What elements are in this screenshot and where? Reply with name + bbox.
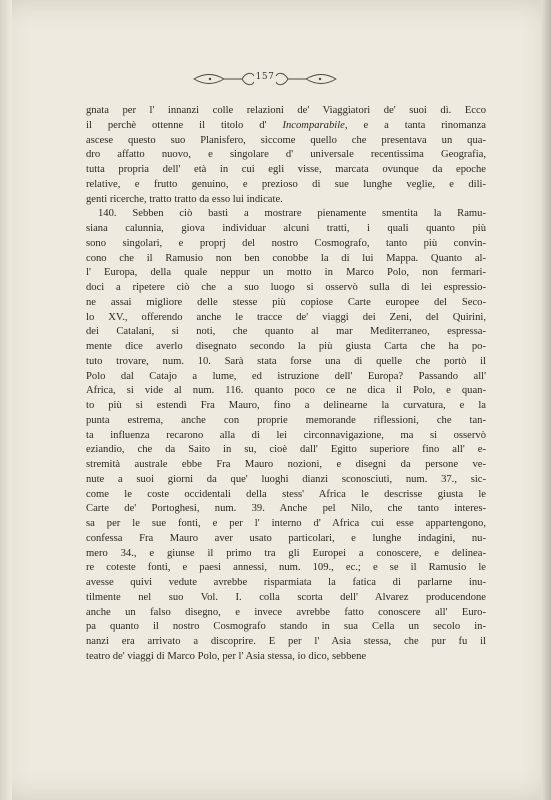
page-edge-shadow	[541, 0, 551, 800]
text-line: teatro de' viaggi di Marco Polo, per l' Asia stessa, io dico, sebbene	[86, 650, 367, 662]
text-line: ne assai migliore delle stesse più copiose Carte europee del Seco-	[86, 296, 486, 308]
text-line: l' Europa, della quale neppur un motto in Marco Polo, non fermari-	[86, 267, 486, 279]
text-line: nute a suoi giorni da que' luoghi dianzi sconosciuti, num. 37., sic-	[86, 473, 486, 485]
text-line: confessa Fra Mauro aver usato particolari, e lunghe indagini, nu-	[86, 532, 486, 544]
text-line: tutta propria dell' età in cui egli visse, marcata ovunque da epoche	[86, 164, 486, 175]
text-line: Polo dal Catajo a lume, ed istruzione dell' Europa? Passando all'	[86, 370, 486, 382]
text-line: anche un falso disegno, e invece avrebbe fatto conoscere all' Euro-	[86, 606, 486, 618]
text-line: re coteste fonti, e paesi annessi, num. 109., ec.; e se il Ramusio le	[86, 562, 486, 574]
text-line: il perchè ottenne il titolo d' Incomparabile, e a tanta rinomanza	[86, 119, 486, 131]
text-line: cono che il Ramusio non ben conobbe la di lui Mappa. Quanto al-	[86, 252, 486, 264]
text-line: tuto trovare, num. 10. Sarà stata forse una di quelle che portò il	[86, 355, 486, 367]
text-line: mero 34., e giunse il primo tra gli Europei a conoscere, e delinea-	[86, 547, 486, 559]
text-line: nanzi era arrivato a discoprire. E per l' Asia stessa, che pur fu il	[86, 636, 486, 647]
text-line: come le coste occidentali della stess' Africa le descrisse giusta le	[86, 488, 486, 500]
text-line: avesse quivi vedute avrebbe risparmiata la fatica di parlarne inu-	[86, 577, 486, 588]
text-line: tilmente nel suo Vol. I. colla scorta dell' Alvarez producendone	[86, 591, 486, 603]
text-line: relative, e frutto genuino, e prezioso di sue lunghe veglie, e dili-	[86, 178, 486, 190]
text-line: Carte de' Portoghesi, num. 39. Anche pel Nilo, che tanto interes-	[86, 503, 486, 515]
text-line: doci a ripetere ciò che a suo luogo si osservò sulla di lei espressio-	[86, 282, 486, 293]
text-line: mente dice averlo disegnato secondo la più giusta Carta che ha po-	[86, 341, 486, 352]
text-line: pa quanto il nostro Cosmografo stando in sua Cella un secolo in-	[86, 621, 486, 633]
text-line: punta estrema, anche con proprie memorande riflessioni, che tan-	[86, 414, 486, 426]
text-line: Africa, si vide al num. 116. quanto poco ce ne dica il Polo, e quan-	[86, 385, 486, 397]
text-line: dei Catalani, si noti, che quanto al mar Mediterraneo, espressa-	[86, 326, 486, 338]
italic-text: Incomparabile	[282, 119, 345, 131]
text-line: lo XV., offerendo anche le tracce de' viaggi dei Zeni, del Quirini,	[86, 311, 486, 323]
text-line: siana calunnia, giova individuar alcuni tratti, i quali quanto più	[86, 223, 486, 234]
page-binding-shadow	[0, 0, 12, 800]
text-line: stremità australe ebbe Fra Mauro nozioni, e disegni da persone ve-	[86, 459, 486, 470]
text-line: to più si estendì Fra Mauro, fino a delinearne la curvatura, e la	[86, 400, 486, 411]
text-line: genti ricerche, tratto tratto da esso lui indicate.	[86, 193, 283, 205]
text-line: gnata per l' innanzi colle relazioni de' Viaggiatori de' suoi dì. Ecco	[86, 105, 486, 116]
text-line: 140. Sebben ciò basti a mostrare pienamente smentita la Ramu-	[98, 208, 486, 220]
text-line: ta influenza recarono alla di lei circonnavigazione, ma si osservò	[86, 429, 486, 441]
body-text	[86, 104, 486, 665]
text-line: dro affatto nuovo, e singolare d' universale recentissima Geografia,	[86, 149, 486, 161]
text-line: eziandio, che da Saito in su, cioè dall' Egitto superiore fino all' e-	[86, 444, 486, 456]
page-number: 157	[255, 72, 275, 82]
page-header-ornament	[190, 68, 340, 90]
text-line: sa per le sue fonti, e per l' interno d' Africa cui esse appartengono,	[86, 518, 486, 529]
text-line: sono singolari, e proprj del nostro Cosmografo, tanto più convin-	[86, 237, 486, 249]
text-line: ascese questo suo Planisfero, siccome quello che presentava un qua-	[86, 134, 486, 146]
